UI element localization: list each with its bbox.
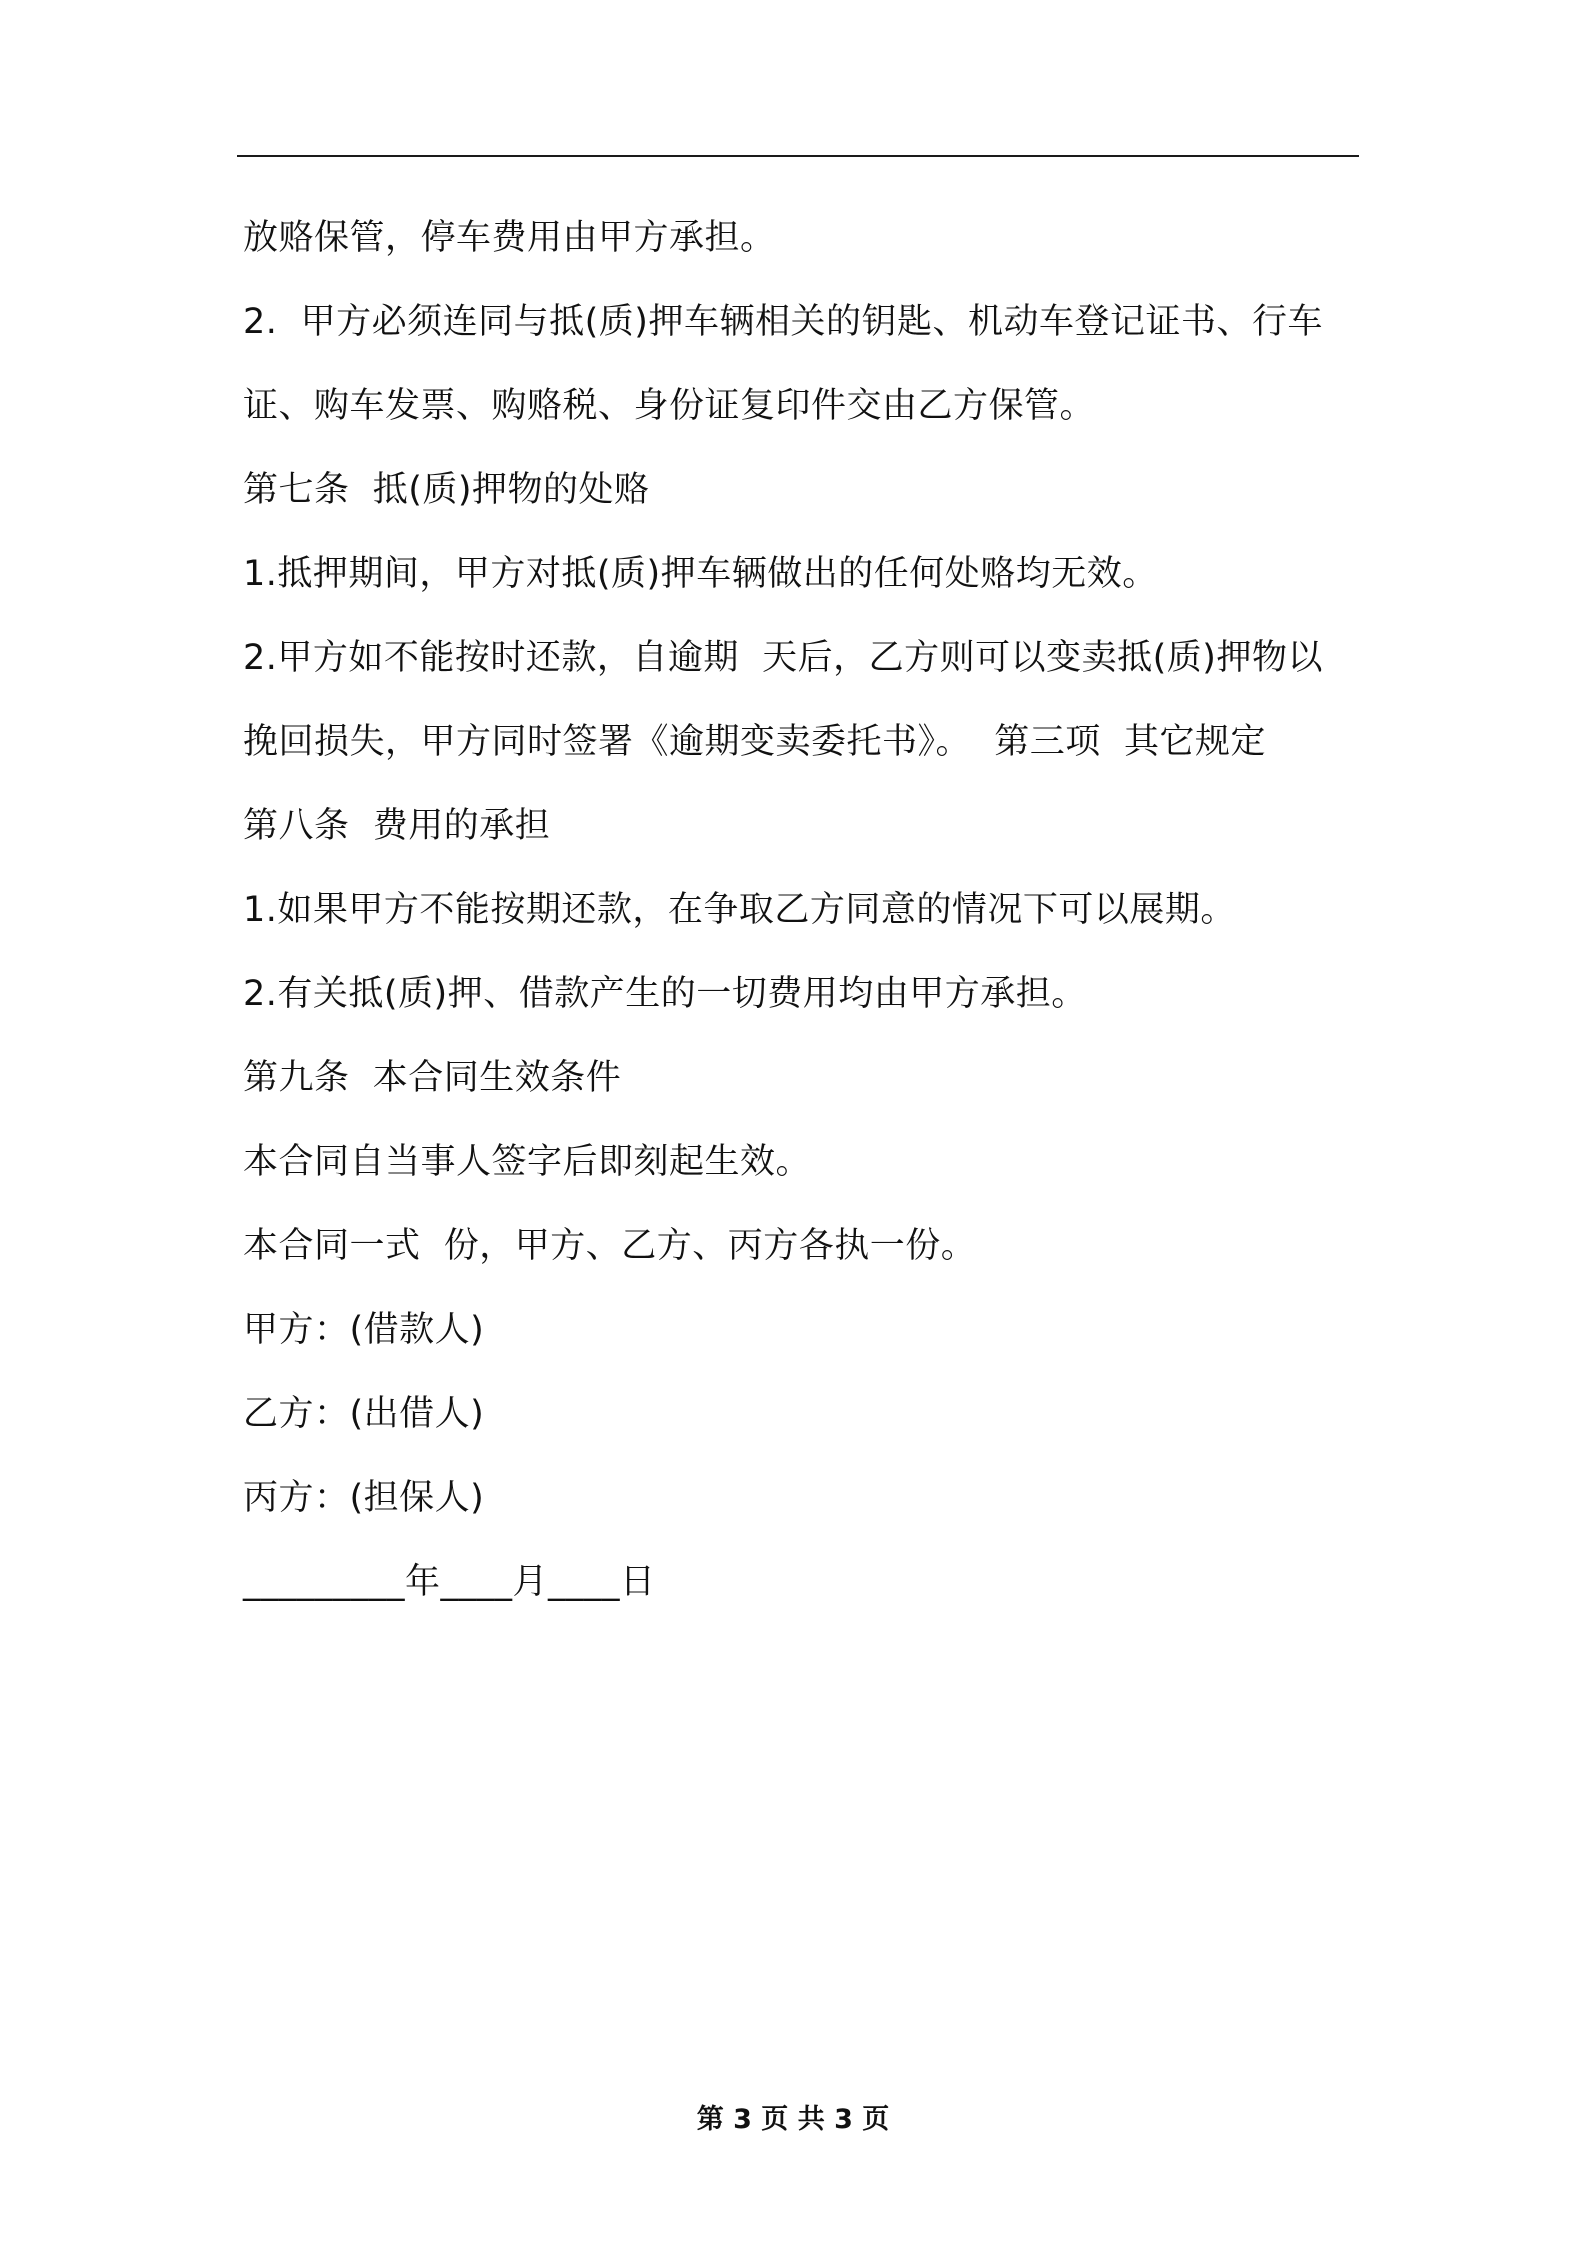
paragraph-line: 挽回损失，甲方同时签署《逾期变卖委托书》。 第三项 其它规定	[243, 722, 1267, 762]
paragraph-line: 2. 甲方必须连同与抵(质)押车辆相关的钥匙、机动车登记证书、行车	[243, 302, 1323, 342]
paragraph-line: 2.有关抵(质)押、借款产生的一切费用均由甲方承担。	[243, 974, 1087, 1014]
paragraph-line: 本合同自当事人签字后即刻起生效。	[243, 1142, 812, 1182]
article-heading: 第九条 本合同生效条件	[243, 1058, 622, 1098]
paragraph-line: 2.甲方如不能按时还款，自逾期 天后，乙方则可以变卖抵(质)押物以	[243, 638, 1323, 678]
page-number-footer: 第 3 页 共 3 页	[696, 2104, 890, 2135]
party-a-signature-line: 甲方：(借款人)	[243, 1310, 485, 1350]
header-rule	[237, 155, 1359, 157]
paragraph-line: 本合同一式 份，甲方、乙方、丙方各执一份。	[243, 1226, 977, 1266]
party-c-signature-line: 丙方：(担保人)	[243, 1478, 485, 1518]
date-line: _________年____月____日	[243, 1562, 656, 1602]
paragraph-line: 放赂保管，停车费用由甲方承担。	[243, 218, 776, 258]
article-heading: 第七条 抵(质)押物的处赂	[243, 470, 650, 510]
article-heading: 第八条 费用的承担	[243, 806, 551, 846]
paragraph-line: 1.如果甲方不能按期还款，在争取乙方同意的情况下可以展期。	[243, 890, 1236, 930]
document-body	[243, 196, 1363, 1624]
party-b-signature-line: 乙方：(出借人)	[243, 1394, 485, 1434]
paragraph-line: 证、购车发票、购赂税、身份证复印件交由乙方保管。	[243, 386, 1096, 426]
paragraph-line: 1.抵押期间，甲方对抵(质)押车辆做出的任何处赂均无效。	[243, 554, 1158, 594]
